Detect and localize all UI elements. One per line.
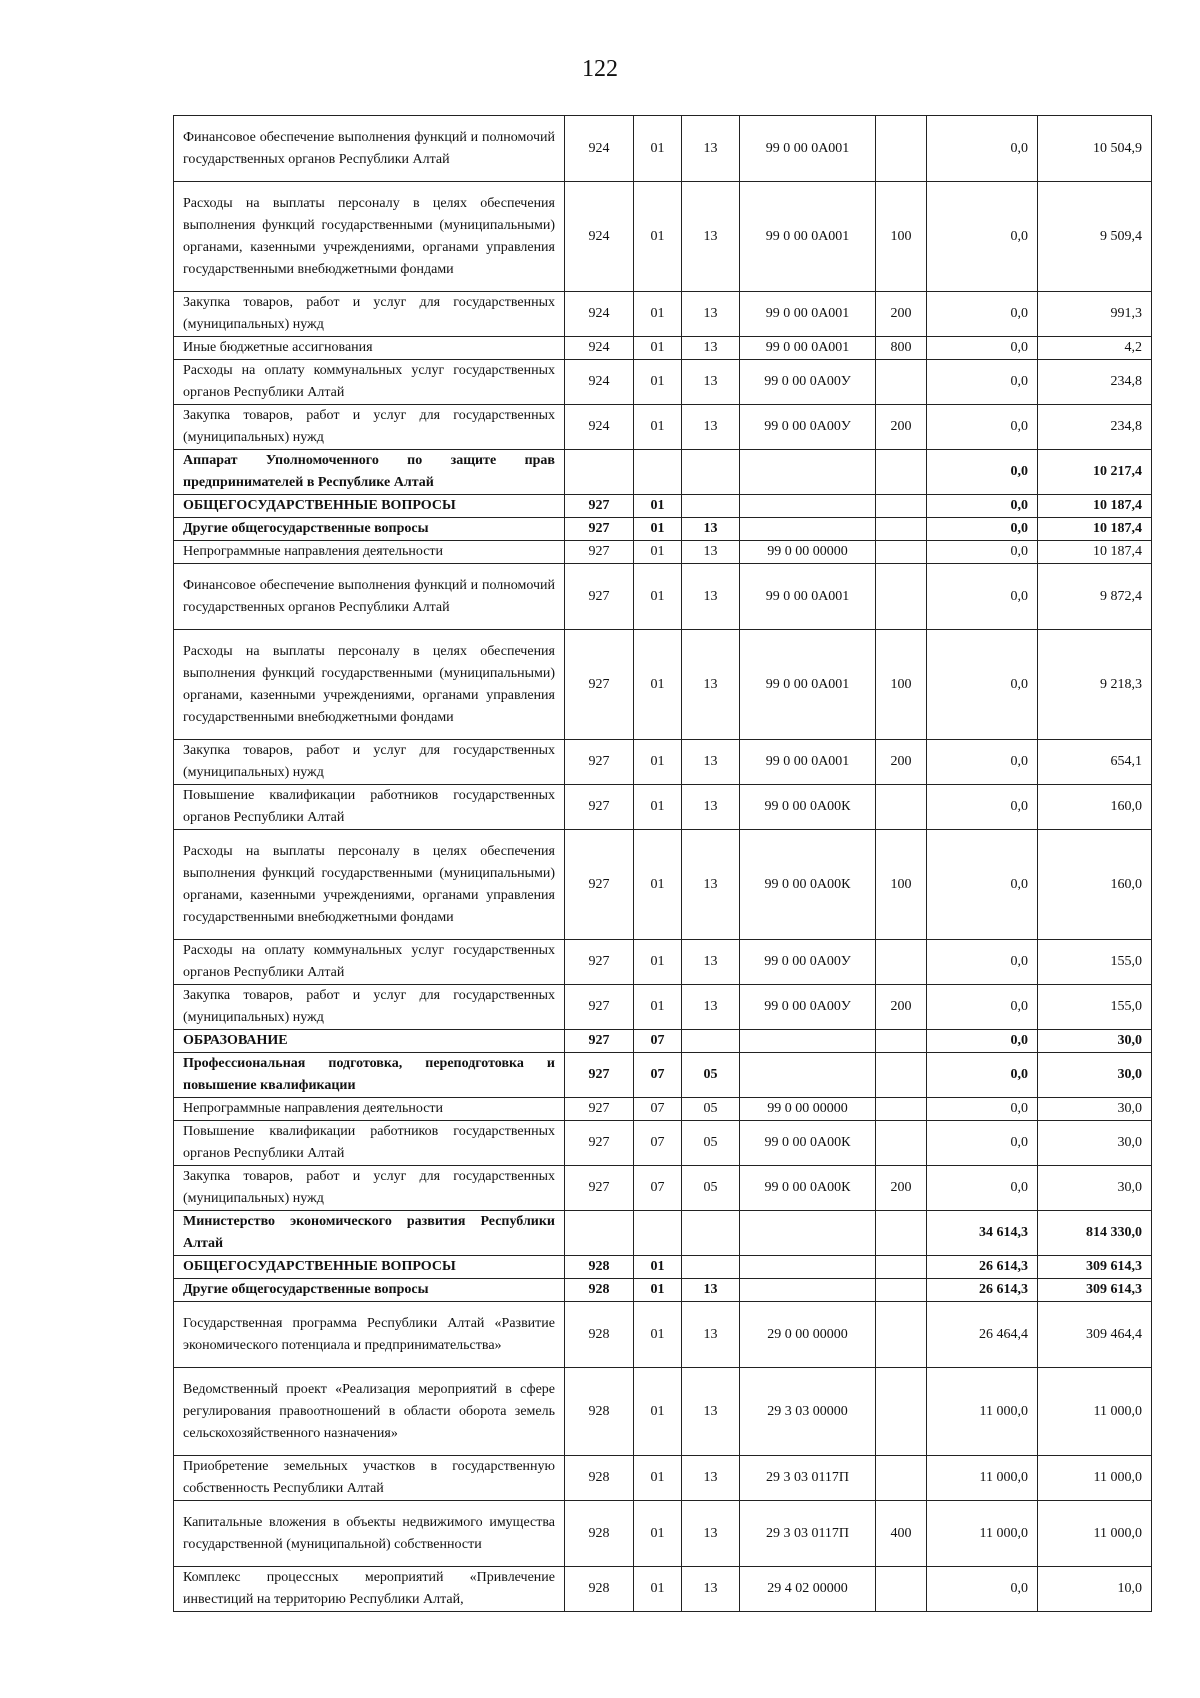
row-subsection-code: 13 xyxy=(682,830,740,940)
row-name: Государственная программа Республики Алтай «Развитие экономического потенциала и предпринимательства» xyxy=(174,1302,565,1368)
row-grbs-code: 928 xyxy=(565,1302,634,1368)
row-grbs-code: 928 xyxy=(565,1567,634,1612)
row-target-article: 29 4 02 00000 xyxy=(740,1567,876,1612)
table-row xyxy=(174,1456,1152,1501)
row-amount-2: 309 614,3 xyxy=(1038,1256,1152,1279)
row-section-code: 01 xyxy=(634,740,682,785)
table-row xyxy=(174,1053,1152,1098)
row-section-code: 01 xyxy=(634,830,682,940)
row-subsection-code xyxy=(682,450,740,495)
row-section-code: 01 xyxy=(634,785,682,830)
table-row xyxy=(174,1030,1152,1053)
row-amount-2: 10,0 xyxy=(1038,1567,1152,1612)
row-amount-2: 30,0 xyxy=(1038,1030,1152,1053)
row-amount-2: 10 504,9 xyxy=(1038,116,1152,182)
row-target-article: 99 0 00 0А00У xyxy=(740,985,876,1030)
row-amount-1: 0,0 xyxy=(927,292,1038,337)
row-name: Непрограммные направления деятельности xyxy=(174,1098,565,1121)
table-row xyxy=(174,360,1152,405)
row-amount-2: 30,0 xyxy=(1038,1053,1152,1098)
row-section-code: 01 xyxy=(634,985,682,1030)
row-name: Аппарат Уполномоченного по защите прав предпринимателей в Республике Алтай xyxy=(174,450,565,495)
row-amount-2: 10 187,4 xyxy=(1038,495,1152,518)
row-name: Другие общегосударственные вопросы xyxy=(174,518,565,541)
row-grbs-code: 927 xyxy=(565,564,634,630)
row-section-code: 07 xyxy=(634,1121,682,1166)
row-amount-1: 0,0 xyxy=(927,1166,1038,1211)
row-section-code: 01 xyxy=(634,182,682,292)
row-expense-type xyxy=(876,1567,927,1612)
row-section-code: 01 xyxy=(634,940,682,985)
row-amount-2: 160,0 xyxy=(1038,830,1152,940)
table-row xyxy=(174,830,1152,940)
row-section-code: 01 xyxy=(634,564,682,630)
row-grbs-code: 927 xyxy=(565,940,634,985)
row-expense-type: 200 xyxy=(876,292,927,337)
table-row xyxy=(174,1098,1152,1121)
row-grbs-code: 924 xyxy=(565,360,634,405)
table-row xyxy=(174,1211,1152,1256)
row-amount-2: 991,3 xyxy=(1038,292,1152,337)
row-grbs-code: 927 xyxy=(565,985,634,1030)
row-amount-1: 11 000,0 xyxy=(927,1368,1038,1456)
row-expense-type xyxy=(876,360,927,405)
table-row xyxy=(174,116,1152,182)
row-amount-2: 160,0 xyxy=(1038,785,1152,830)
row-name: Расходы на выплаты персоналу в целях обеспечения выполнения функций государственными (муниципальными) органами, казенными учреждениями, органами управления государственными внебюджетными фондами xyxy=(174,830,565,940)
table-row xyxy=(174,182,1152,292)
row-name: Ведомственный проект «Реализация мероприятий в сфере регулирования правоотношений в области оборота земель сельскохозяйственного назначения» xyxy=(174,1368,565,1456)
row-name: Министерство экономического развития Республики Алтай xyxy=(174,1211,565,1256)
row-amount-2: 11 000,0 xyxy=(1038,1368,1152,1456)
row-amount-1: 11 000,0 xyxy=(927,1456,1038,1501)
row-section-code: 01 xyxy=(634,405,682,450)
row-subsection-code: 13 xyxy=(682,541,740,564)
row-amount-2: 30,0 xyxy=(1038,1098,1152,1121)
table-row xyxy=(174,541,1152,564)
row-amount-2: 11 000,0 xyxy=(1038,1456,1152,1501)
row-target-article xyxy=(740,1030,876,1053)
row-section-code xyxy=(634,450,682,495)
row-expense-type xyxy=(876,1098,927,1121)
row-amount-2: 234,8 xyxy=(1038,360,1152,405)
row-grbs-code: 928 xyxy=(565,1501,634,1567)
row-amount-1: 0,0 xyxy=(927,518,1038,541)
row-subsection-code: 13 xyxy=(682,785,740,830)
row-target-article: 99 0 00 0А00У xyxy=(740,360,876,405)
row-section-code: 01 xyxy=(634,1302,682,1368)
row-amount-2: 10 187,4 xyxy=(1038,541,1152,564)
row-target-article: 29 3 03 00000 xyxy=(740,1368,876,1456)
row-grbs-code: 928 xyxy=(565,1256,634,1279)
row-section-code: 01 xyxy=(634,116,682,182)
row-target-article: 99 0 00 0А00К xyxy=(740,1121,876,1166)
row-subsection-code xyxy=(682,1211,740,1256)
table-row xyxy=(174,1501,1152,1567)
row-grbs-code: 927 xyxy=(565,1121,634,1166)
table-row xyxy=(174,985,1152,1030)
row-amount-1: 0,0 xyxy=(927,450,1038,495)
row-target-article: 99 0 00 0А00К xyxy=(740,830,876,940)
row-subsection-code: 13 xyxy=(682,940,740,985)
row-expense-type: 100 xyxy=(876,182,927,292)
row-expense-type xyxy=(876,1030,927,1053)
row-target-article: 99 0 00 0А001 xyxy=(740,292,876,337)
row-expense-type xyxy=(876,116,927,182)
table-row xyxy=(174,630,1152,740)
row-amount-1: 0,0 xyxy=(927,495,1038,518)
row-amount-1: 0,0 xyxy=(927,1567,1038,1612)
row-expense-type: 200 xyxy=(876,405,927,450)
row-amount-1: 0,0 xyxy=(927,1121,1038,1166)
row-name: Комплекс процессных мероприятий «Привлечение инвестиций на территорию Республики Алтай, xyxy=(174,1567,565,1612)
row-amount-2: 234,8 xyxy=(1038,405,1152,450)
row-amount-1: 0,0 xyxy=(927,1053,1038,1098)
row-grbs-code: 924 xyxy=(565,292,634,337)
row-expense-type xyxy=(876,1256,927,1279)
row-subsection-code: 13 xyxy=(682,116,740,182)
row-subsection-code: 13 xyxy=(682,360,740,405)
row-name: ОБЩЕГОСУДАРСТВЕННЫЕ ВОПРОСЫ xyxy=(174,495,565,518)
row-target-article xyxy=(740,1053,876,1098)
row-subsection-code xyxy=(682,495,740,518)
row-expense-type xyxy=(876,1211,927,1256)
row-amount-1: 0,0 xyxy=(927,985,1038,1030)
row-expense-type xyxy=(876,495,927,518)
row-subsection-code: 13 xyxy=(682,985,740,1030)
row-section-code: 01 xyxy=(634,1256,682,1279)
row-amount-1: 0,0 xyxy=(927,740,1038,785)
row-name: Закупка товаров, работ и услуг для государственных (муниципальных) нужд xyxy=(174,292,565,337)
row-name: Финансовое обеспечение выполнения функций и полномочий государственных органов Республики Алтай xyxy=(174,564,565,630)
row-subsection-code: 05 xyxy=(682,1053,740,1098)
row-target-article: 29 0 00 00000 xyxy=(740,1302,876,1368)
row-expense-type xyxy=(876,940,927,985)
row-target-article: 29 3 03 0117П xyxy=(740,1501,876,1567)
row-subsection-code: 13 xyxy=(682,1279,740,1302)
row-section-code: 01 xyxy=(634,495,682,518)
row-name: Финансовое обеспечение выполнения функций и полномочий государственных органов Республики Алтай xyxy=(174,116,565,182)
row-amount-1: 0,0 xyxy=(927,116,1038,182)
row-subsection-code: 13 xyxy=(682,630,740,740)
table-row xyxy=(174,940,1152,985)
row-name: Закупка товаров, работ и услуг для государственных (муниципальных) нужд xyxy=(174,985,565,1030)
table-row xyxy=(174,1279,1152,1302)
row-expense-type: 200 xyxy=(876,740,927,785)
row-subsection-code: 13 xyxy=(682,518,740,541)
row-expense-type: 100 xyxy=(876,830,927,940)
row-subsection-code xyxy=(682,1256,740,1279)
row-target-article: 99 0 00 0А00У xyxy=(740,940,876,985)
table-row xyxy=(174,337,1152,360)
row-expense-type: 100 xyxy=(876,630,927,740)
row-subsection-code: 13 xyxy=(682,337,740,360)
row-section-code: 01 xyxy=(634,630,682,740)
row-name: Повышение квалификации работников государственных органов Республики Алтай xyxy=(174,785,565,830)
row-section-code: 01 xyxy=(634,1567,682,1612)
row-subsection-code: 05 xyxy=(682,1166,740,1211)
row-grbs-code: 928 xyxy=(565,1368,634,1456)
row-section-code: 01 xyxy=(634,1501,682,1567)
row-target-article xyxy=(740,495,876,518)
row-expense-type xyxy=(876,1368,927,1456)
row-amount-1: 0,0 xyxy=(927,1030,1038,1053)
row-target-article: 99 0 00 0А00К xyxy=(740,1166,876,1211)
row-section-code: 07 xyxy=(634,1166,682,1211)
row-target-article xyxy=(740,1279,876,1302)
row-name: Расходы на выплаты персоналу в целях обеспечения выполнения функций государственными (муниципальными) органами, казенными учреждениями, органами управления государственными внебюджетными фондами xyxy=(174,630,565,740)
page-number: 122 xyxy=(582,56,618,82)
row-grbs-code: 927 xyxy=(565,1166,634,1211)
row-grbs-code xyxy=(565,1211,634,1256)
row-amount-1: 0,0 xyxy=(927,337,1038,360)
row-expense-type xyxy=(876,518,927,541)
row-subsection-code: 05 xyxy=(682,1121,740,1166)
row-grbs-code: 924 xyxy=(565,337,634,360)
row-target-article: 99 0 00 0А001 xyxy=(740,337,876,360)
row-amount-1: 0,0 xyxy=(927,541,1038,564)
row-expense-type xyxy=(876,785,927,830)
row-target-article: 99 0 00 0А001 xyxy=(740,182,876,292)
row-section-code: 01 xyxy=(634,1279,682,1302)
row-amount-1: 0,0 xyxy=(927,405,1038,450)
row-grbs-code: 924 xyxy=(565,116,634,182)
row-amount-1: 26 464,4 xyxy=(927,1302,1038,1368)
row-target-article: 99 0 00 0А00К xyxy=(740,785,876,830)
table-row xyxy=(174,1567,1152,1612)
table-row xyxy=(174,564,1152,630)
row-grbs-code: 927 xyxy=(565,830,634,940)
row-target-article: 29 3 03 0117П xyxy=(740,1456,876,1501)
row-target-article xyxy=(740,1256,876,1279)
row-target-article xyxy=(740,450,876,495)
row-grbs-code: 928 xyxy=(565,1279,634,1302)
row-name: Иные бюджетные ассигнования xyxy=(174,337,565,360)
row-subsection-code: 13 xyxy=(682,740,740,785)
row-amount-2: 9 218,3 xyxy=(1038,630,1152,740)
row-target-article: 99 0 00 0А001 xyxy=(740,564,876,630)
row-subsection-code: 13 xyxy=(682,1501,740,1567)
row-grbs-code: 927 xyxy=(565,495,634,518)
budget-table xyxy=(173,115,1152,1612)
row-amount-2: 4,2 xyxy=(1038,337,1152,360)
row-expense-type xyxy=(876,564,927,630)
table-row xyxy=(174,405,1152,450)
row-amount-1: 34 614,3 xyxy=(927,1211,1038,1256)
row-name: Расходы на выплаты персоналу в целях обеспечения выполнения функций государственными (муниципальными) органами, казенными учреждениями, органами управления государственными внебюджетными фондами xyxy=(174,182,565,292)
row-amount-2: 9 872,4 xyxy=(1038,564,1152,630)
row-amount-1: 0,0 xyxy=(927,630,1038,740)
row-name: Закупка товаров, работ и услуг для государственных (муниципальных) нужд xyxy=(174,1166,565,1211)
row-subsection-code: 13 xyxy=(682,405,740,450)
row-amount-1: 0,0 xyxy=(927,182,1038,292)
row-target-article: 99 0 00 0А001 xyxy=(740,630,876,740)
row-target-article xyxy=(740,1211,876,1256)
row-grbs-code: 927 xyxy=(565,1053,634,1098)
row-amount-2: 9 509,4 xyxy=(1038,182,1152,292)
row-amount-1: 0,0 xyxy=(927,564,1038,630)
row-target-article: 99 0 00 0А001 xyxy=(740,116,876,182)
row-expense-type: 800 xyxy=(876,337,927,360)
row-grbs-code: 927 xyxy=(565,785,634,830)
row-expense-type: 200 xyxy=(876,1166,927,1211)
row-amount-1: 0,0 xyxy=(927,1098,1038,1121)
row-grbs-code: 928 xyxy=(565,1456,634,1501)
row-expense-type: 200 xyxy=(876,985,927,1030)
row-amount-2: 654,1 xyxy=(1038,740,1152,785)
row-amount-2: 30,0 xyxy=(1038,1121,1152,1166)
row-amount-2: 10 217,4 xyxy=(1038,450,1152,495)
row-amount-1: 11 000,0 xyxy=(927,1501,1038,1567)
table-row xyxy=(174,785,1152,830)
table-row xyxy=(174,1302,1152,1368)
row-amount-1: 26 614,3 xyxy=(927,1256,1038,1279)
row-expense-type xyxy=(876,1121,927,1166)
row-name: Повышение квалификации работников государственных органов Республики Алтай xyxy=(174,1121,565,1166)
row-grbs-code: 927 xyxy=(565,541,634,564)
row-section-code: 07 xyxy=(634,1030,682,1053)
row-expense-type: 400 xyxy=(876,1501,927,1567)
table-row xyxy=(174,740,1152,785)
row-section-code: 01 xyxy=(634,1456,682,1501)
row-section-code: 07 xyxy=(634,1053,682,1098)
row-expense-type xyxy=(876,450,927,495)
row-name: Расходы на оплату коммунальных услуг государственных органов Республики Алтай xyxy=(174,940,565,985)
row-section-code: 01 xyxy=(634,292,682,337)
row-amount-1: 0,0 xyxy=(927,785,1038,830)
table-row xyxy=(174,495,1152,518)
row-amount-2: 155,0 xyxy=(1038,985,1152,1030)
table-row xyxy=(174,450,1152,495)
row-expense-type xyxy=(876,1279,927,1302)
row-grbs-code: 927 xyxy=(565,740,634,785)
row-amount-2: 30,0 xyxy=(1038,1166,1152,1211)
row-amount-2: 155,0 xyxy=(1038,940,1152,985)
row-subsection-code xyxy=(682,1030,740,1053)
row-amount-2: 814 330,0 xyxy=(1038,1211,1152,1256)
row-subsection-code: 13 xyxy=(682,1456,740,1501)
row-subsection-code: 13 xyxy=(682,564,740,630)
row-name: Закупка товаров, работ и услуг для государственных (муниципальных) нужд xyxy=(174,405,565,450)
row-name: Непрограммные направления деятельности xyxy=(174,541,565,564)
row-name: Капитальные вложения в объекты недвижимого имущества государственной (муниципальной) собственности xyxy=(174,1501,565,1567)
row-section-code: 01 xyxy=(634,518,682,541)
row-name: ОБРАЗОВАНИЕ xyxy=(174,1030,565,1053)
row-amount-2: 11 000,0 xyxy=(1038,1501,1152,1567)
row-target-article: 99 0 00 0А00У xyxy=(740,405,876,450)
row-subsection-code: 13 xyxy=(682,1567,740,1612)
table-row xyxy=(174,1256,1152,1279)
row-amount-2: 309 464,4 xyxy=(1038,1302,1152,1368)
row-grbs-code: 924 xyxy=(565,182,634,292)
row-name: Другие общегосударственные вопросы xyxy=(174,1279,565,1302)
row-grbs-code: 927 xyxy=(565,1030,634,1053)
row-amount-1: 0,0 xyxy=(927,360,1038,405)
row-section-code: 01 xyxy=(634,337,682,360)
row-expense-type xyxy=(876,1053,927,1098)
row-target-article: 99 0 00 00000 xyxy=(740,1098,876,1121)
row-target-article: 99 0 00 0А001 xyxy=(740,740,876,785)
table-row xyxy=(174,1368,1152,1456)
row-section-code xyxy=(634,1211,682,1256)
row-name: Профессиональная подготовка, переподготовка и повышение квалификации xyxy=(174,1053,565,1098)
row-name: Приобретение земельных участков в государственную собственность Республики Алтай xyxy=(174,1456,565,1501)
row-name: ОБЩЕГОСУДАРСТВЕННЫЕ ВОПРОСЫ xyxy=(174,1256,565,1279)
row-expense-type xyxy=(876,1456,927,1501)
row-section-code: 07 xyxy=(634,1098,682,1121)
row-section-code: 01 xyxy=(634,1368,682,1456)
row-amount-2: 309 614,3 xyxy=(1038,1279,1152,1302)
row-subsection-code: 13 xyxy=(682,1302,740,1368)
row-grbs-code: 924 xyxy=(565,405,634,450)
row-section-code: 01 xyxy=(634,541,682,564)
row-section-code: 01 xyxy=(634,360,682,405)
table-row xyxy=(174,1166,1152,1211)
row-amount-2: 10 187,4 xyxy=(1038,518,1152,541)
row-subsection-code: 13 xyxy=(682,1368,740,1456)
row-grbs-code: 927 xyxy=(565,1098,634,1121)
row-amount-1: 0,0 xyxy=(927,940,1038,985)
table-row xyxy=(174,518,1152,541)
row-expense-type xyxy=(876,1302,927,1368)
row-subsection-code: 13 xyxy=(682,292,740,337)
row-grbs-code: 927 xyxy=(565,518,634,541)
row-amount-1: 0,0 xyxy=(927,830,1038,940)
row-expense-type xyxy=(876,541,927,564)
table-row xyxy=(174,292,1152,337)
table-row xyxy=(174,1121,1152,1166)
row-target-article: 99 0 00 00000 xyxy=(740,541,876,564)
row-grbs-code xyxy=(565,450,634,495)
row-subsection-code: 13 xyxy=(682,182,740,292)
row-target-article xyxy=(740,518,876,541)
row-grbs-code: 927 xyxy=(565,630,634,740)
row-name: Закупка товаров, работ и услуг для государственных (муниципальных) нужд xyxy=(174,740,565,785)
row-amount-1: 26 614,3 xyxy=(927,1279,1038,1302)
row-subsection-code: 05 xyxy=(682,1098,740,1121)
row-name: Расходы на оплату коммунальных услуг государственных органов Республики Алтай xyxy=(174,360,565,405)
